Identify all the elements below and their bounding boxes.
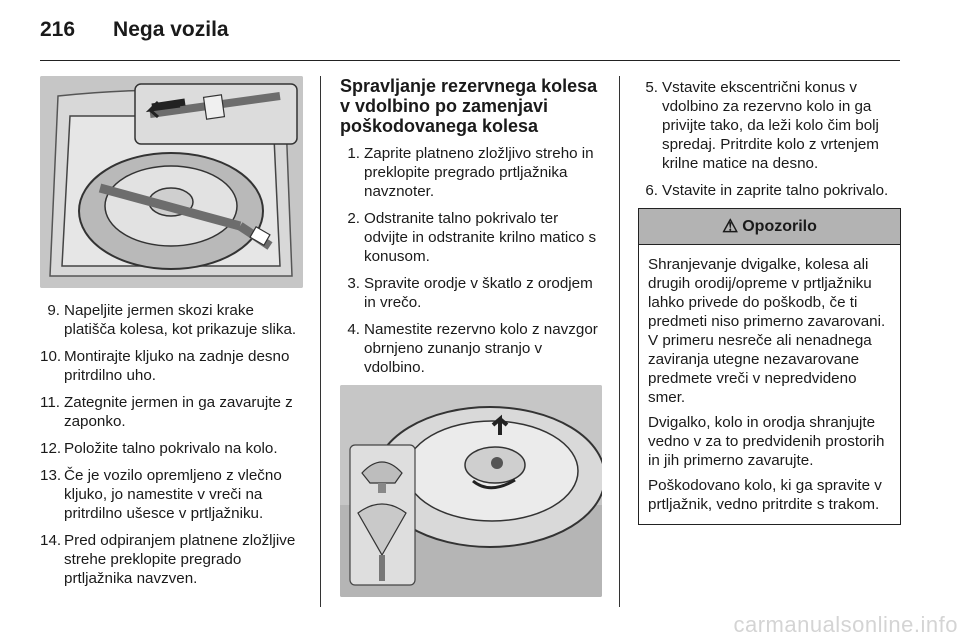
list-item: 6. Vstavite in zaprite talno pokrivalo.	[645, 182, 889, 199]
warning-header	[639, 209, 900, 245]
list-item: 2. Odstranite talno pokrivalo ter odvijte in odstranite krilno matico s konusom.	[347, 210, 597, 265]
list-item: 5. Vstavite ekscentrični konus v vdolbino za rezervno kolo in ga privijte tako, da leži kolo čim bolj spredaj. Pritrdite kolo z vrtenjem krilne matice na desno.	[645, 79, 879, 172]
warning-paragraph: Shranjevanje dvigalke, kolesa ali drugih orodij/opreme v prtljažniku lahko privede do poškodb, če ti predmeti niso primerno zavarovani. V primeru nesreče ali nenadnega zaviranja utegne nezavarovane predmete vreči v nepredvideno smer.	[648, 256, 886, 406]
column-1	[40, 76, 303, 596]
warning-paragraph: Poškodovano kolo, ki ga spravite v prtljažnik, vedno pritrdite s trakom.	[648, 477, 882, 513]
warning-paragraph: Dvigalko, kolo in orodja shranjujte vedno v za to predvidenih prostorih in jih primerno zavarujte.	[648, 414, 885, 469]
section-heading: Spravljanje rezervnega kolesa v vdolbino po zamenjavi poškodovanega kolesa	[340, 76, 598, 136]
watermark: carmanualsonline.info	[733, 612, 958, 637]
list-item: 10. Montirajte kljuko na zadnje desno pritrdilno uho.	[40, 348, 290, 384]
steps-list-col1	[40, 301, 303, 588]
page-header	[40, 12, 229, 48]
page-number: 216	[40, 18, 76, 41]
list-item: 1. Zaprite platneno zložljivo streho in preklopite pregrado prtljažnika navznoter.	[347, 145, 594, 200]
list-item: 3. Spravite orodje v škatlo z orodjem in vrečo.	[347, 275, 593, 311]
list-item: 13. Če je vozilo opremljeno z vlečno kljuko, jo namestite v vreči na pritrdilno ušesce v prtljažniku.	[40, 467, 282, 522]
list-item: 11. Zategnite jermen in ga zavarujte z zaponko.	[40, 394, 293, 430]
list-item: 9. Napeljite jermen skozi krake platišča kolesa, kot prikazuje slika.	[47, 302, 297, 338]
spare-wheel-strap-drawing	[40, 76, 303, 288]
header-rule	[40, 60, 900, 61]
list-item: 14. Pred odpiranjem platnene zložljive strehe preklopite pregrado prtljažnika navzven.	[40, 532, 296, 587]
column-divider	[619, 76, 620, 607]
column-divider	[320, 76, 321, 607]
page-title: Nega vozila	[113, 18, 229, 41]
warning-triangle-icon: ⚠	[722, 216, 739, 236]
cone-illustration	[340, 385, 602, 597]
warning-title: Opozorilo	[742, 217, 817, 235]
column-3	[638, 76, 901, 525]
steps-list-col2	[340, 144, 602, 377]
list-item: 4. Namestite rezervno kolo z navzgor obrnjeno zunanjo stranjo v vdolbino.	[347, 321, 598, 376]
warning-body	[639, 245, 900, 524]
column-2	[340, 76, 602, 597]
spare-wheel-cone-drawing	[340, 385, 602, 597]
warning-box	[638, 208, 901, 525]
strap-illustration	[40, 76, 303, 288]
steps-list-col3	[638, 78, 901, 200]
list-item: 12. Položite talno pokrivalo na kolo.	[40, 440, 278, 457]
